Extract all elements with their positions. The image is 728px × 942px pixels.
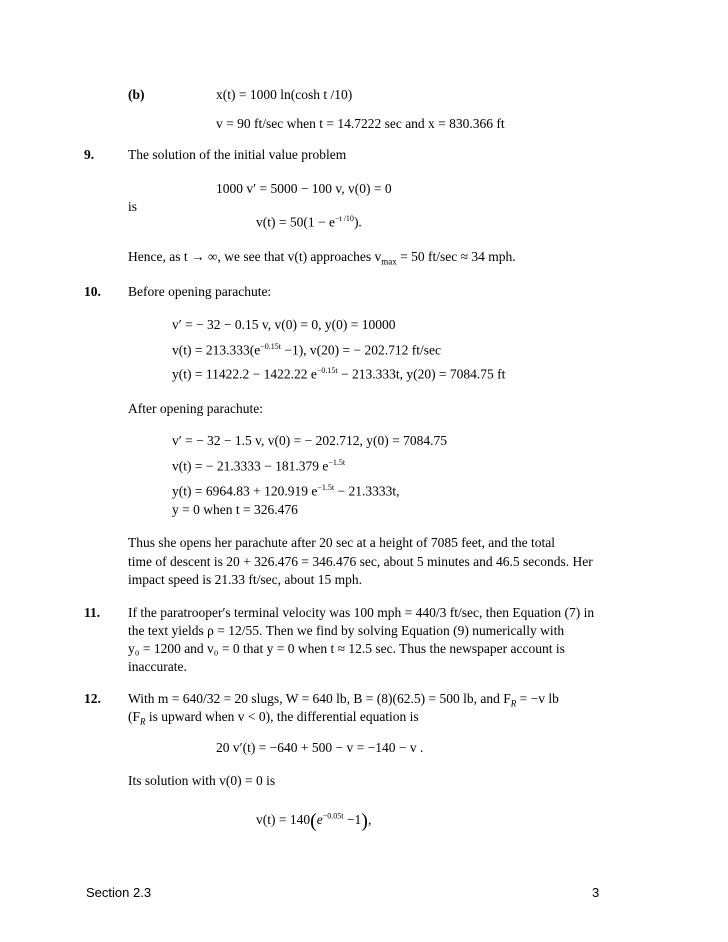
problem-11-line2: the text yields ρ = 12/55. Then we find by solving Equation (9) numerically with <box>128 623 565 638</box>
problem-10-after-eq1: v′ = − 32 − 1.5 v, v(0) = − 202.712, y(0) = 7084.75 <box>172 433 447 448</box>
part-b-label: (b) <box>128 87 145 102</box>
problem-10-summary-line1: Thus she opens her parachute after 20 sec at a height of 7085 feet, and the total <box>128 535 555 550</box>
problem-12-line1: With m = 640/32 = 20 slugs, W = 640 lb, B = (8)(62.5) = 500 lb, and $F_R = -v$ lb <box>128 691 559 709</box>
problem-10-before-eq3: y(t) = 11422.2 − 1422.22 $e^{-0.15t} - 213.333t$, y(20) = 7084.75 ft <box>172 366 506 382</box>
problem-9-solution: $v(t) = 50(1 - e^{-t /10})$. <box>256 214 362 230</box>
problem-11-line1: If the paratrooper′s terminal velocity was 100 mph = 440/3 ft/sec, then Equation (7) in <box>128 605 595 620</box>
problem-10-summary-line3: impact speed is 21.33 ft/sec, about 15 mph. <box>128 572 362 587</box>
problem-9-intro: The solution of the initial value problem <box>128 147 347 162</box>
problem-10-number: 10. <box>84 284 101 299</box>
problem-9-is: is <box>128 199 138 214</box>
part-b-result: v = 90 ft/sec when t = 14.7222 sec and x = 830.366 ft <box>216 116 505 131</box>
problem-10-summary-line2: time of descent is 20 + 326.476 = 346.476 sec, about 5 minutes and 46.5 seconds. Her <box>128 554 593 569</box>
problem-10-before-eq2: $v(t) = 213.333(e^{-0.15t} -1)$, v(20) = − 202.712 ft/sec <box>172 342 442 358</box>
problem-12-solution-intro: Its solution with v(0) = 0 is <box>128 773 276 788</box>
problem-10-after-eq4: y = 0 when t = 326.476 <box>172 502 298 517</box>
problem-10-after-eq3: y(t) = 6964.83 + 120.919 $e^{-1.5t} - 21.3333t$, <box>172 483 400 499</box>
problem-10-after-eq2: v(t) = − 21.3333 − 181.379 $e^{-1.5t}$ <box>172 458 346 474</box>
part-b-equation: x(t) = 1000 ln(cosh t /10) <box>216 87 353 102</box>
problem-12-diff-eq: 20 v′(t) = −640 + 500 − v = −140 − v . <box>216 740 424 755</box>
problem-10-after-heading: After opening parachute: <box>128 401 263 416</box>
problem-11-number: 11. <box>84 605 101 620</box>
problem-9-conclusion: Hence, as t → ∞, we see that v(t) approaches $v_{max} = 50$ ft/sec ≈ 34 mph. <box>128 249 516 267</box>
footer-page-number: 3 <box>592 885 600 900</box>
problem-9-number: 9. <box>84 147 95 162</box>
problem-12-line2: ($F_R$ is upward when v < 0), the differential equation is <box>128 709 419 727</box>
problem-12-final-solution: $v(t) = 140(e^{-0.05t} -1)$, <box>256 810 372 832</box>
footer-section: Section 2.3 <box>86 885 152 900</box>
problem-11-line4: inaccurate. <box>128 659 187 674</box>
problem-11-line3: y₀ = 1200 and v₀ = 0 that y = 0 when t ≈ 12.5 sec. Thus the newspaper account is <box>128 641 565 656</box>
problem-10-before-eq1: v′ = − 32 − 0.15 v, v(0) = 0, y(0) = 10000 <box>172 317 396 332</box>
problem-12-number: 12. <box>84 691 101 706</box>
problem-9-ivp: 1000 v′ = 5000 − 100 v, v(0) = 0 <box>216 181 392 196</box>
problem-10-before-heading: Before opening parachute: <box>128 284 272 299</box>
